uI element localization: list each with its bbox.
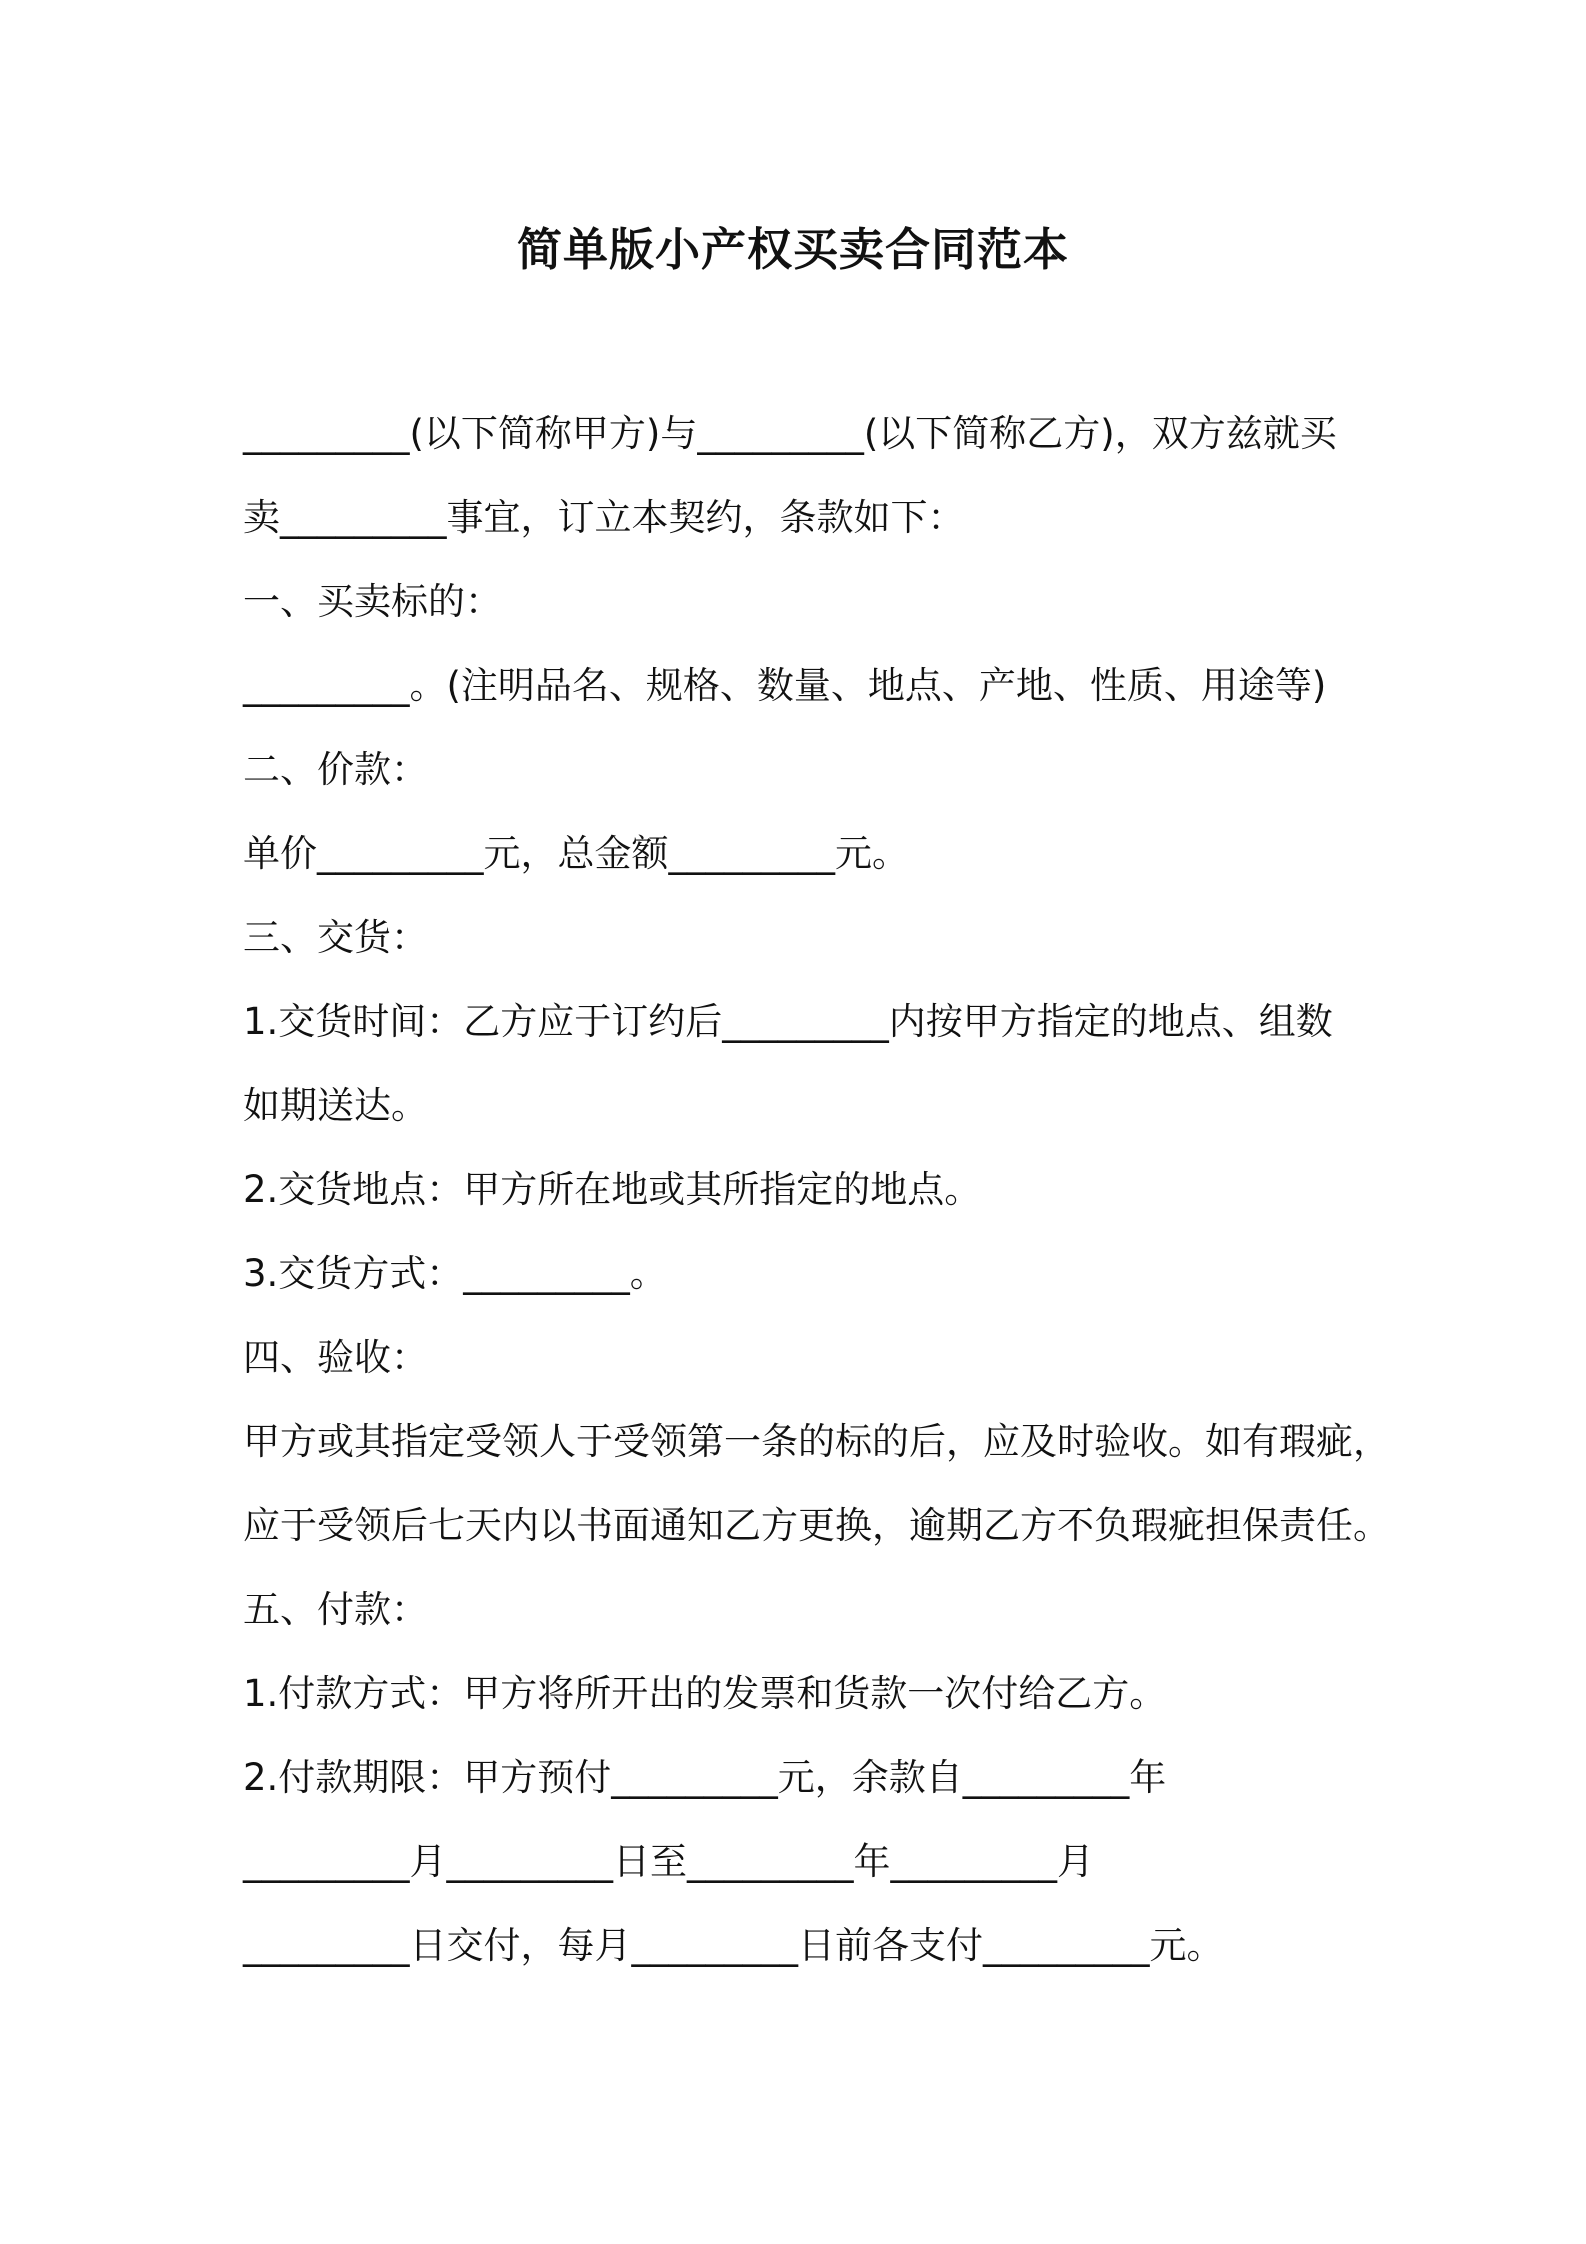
intro-parties-line: _________(以下简称甲方)与_________(以下简称乙方)，双方兹就买 (243, 412, 1337, 455)
intro-purpose-line: 卖_________事宜，订立本契约，条款如下： (243, 496, 965, 539)
delivery-time-line-2: 如期送达。 (243, 1084, 428, 1127)
delivery-place: 2.交货地点：甲方所在地或其所指定的地点。 (243, 1168, 982, 1211)
payment-term-line-1: 2.付款期限：甲方预付_________元，余款自_________年 (243, 1756, 1167, 1799)
section-1-heading: 一、买卖标的： (243, 580, 502, 623)
payment-method: 1.付款方式：甲方将所开出的发票和货款一次付给乙方。 (243, 1672, 1167, 1715)
section-2-price: 单价_________元，总金额_________元。 (243, 832, 909, 875)
section-1-subject: _________。(注明品名、规格、数量、地点、产地、性质、用途等) (243, 664, 1327, 707)
inspection-line-1: 甲方或其指定受领人于受领第一条的标的后，应及时验收。如有瑕疵， (243, 1420, 1390, 1463)
section-2-heading: 二、价款： (243, 748, 428, 791)
section-5-heading: 五、付款： (243, 1588, 428, 1631)
document-title: 简单版小产权买卖合同范本 (516, 223, 1069, 276)
section-4-heading: 四、验收： (243, 1336, 428, 1379)
inspection-line-2: 应于受领后七天内以书面通知乙方更换，逾期乙方不负瑕疵担保责任。 (243, 1504, 1390, 1547)
payment-term-line-3: _________日交付，每月_________日前各支付_________元。 (243, 1924, 1224, 1967)
delivery-method: 3.交货方式：_________。 (243, 1252, 667, 1295)
payment-term-line-2: _________月_________日至_________年_________月 (243, 1840, 1094, 1883)
section-3-heading: 三、交货： (243, 916, 428, 959)
delivery-time-line-1: 1.交货时间：乙方应于订约后_________内按甲方指定的地点、组数 (243, 1000, 1333, 1043)
